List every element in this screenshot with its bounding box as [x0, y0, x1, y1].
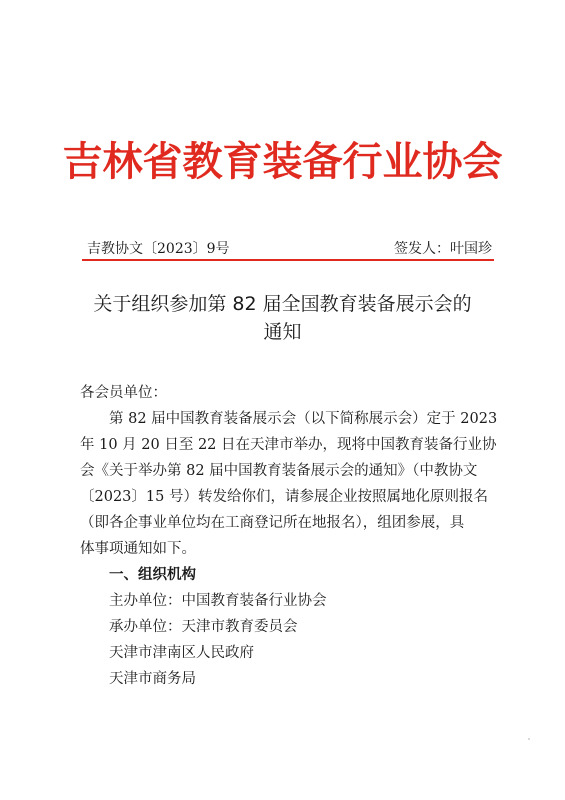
paragraph-line: 〔2023〕15 号）转发给你们，请参展企业按照属地化原则报名 — [80, 489, 488, 505]
co-organizer-line: 天津市商务局 — [109, 671, 196, 687]
co-organizer-line: 天津市津南区人民政府 — [109, 645, 254, 661]
signer — [394, 240, 492, 258]
paragraph-line: 体事项通知如下。 — [80, 541, 196, 557]
document-title-line-2: 通知 — [263, 321, 302, 343]
document-title — [60, 290, 505, 346]
paragraph-line: 会《关于举办第 82 届中国教育装备展示会的通知》（中教协文 — [80, 463, 478, 479]
signer-name: 叶国珍 — [450, 241, 492, 257]
letterhead-org-name: 吉林省教育装备行业协会 — [62, 139, 503, 185]
document-meta-row — [87, 240, 492, 260]
co-organizer-line: 承办单位：天津市教育委员会 — [109, 619, 298, 635]
letterhead-red-divider — [82, 259, 494, 261]
document-title-line-1: 关于组织参加第 82 届全国教育装备展示会的 — [93, 293, 472, 315]
paragraph-line: 年 10 月 20 日至 22 日在天津市举办，现将中国教育装备行业协 — [80, 437, 497, 453]
signer-label: 签发人： — [394, 241, 450, 257]
scan-speck — [528, 738, 530, 740]
document-number: 吉教协文〔2023〕9号 — [87, 241, 230, 257]
document-body — [80, 380, 498, 692]
paragraph-line: （即各企事业单位均在工商登记所在地报名），组团参展，具 — [80, 515, 465, 531]
section-heading-organization: 一、组织机构 — [109, 567, 196, 583]
paragraph-line: 第 82 届中国教育装备展示会（以下简称展示会）定于 2023 — [109, 411, 498, 427]
salutation: 各会员单位： — [80, 385, 167, 401]
organizer-line: 主办单位：中国教育装备行业协会 — [109, 593, 327, 609]
